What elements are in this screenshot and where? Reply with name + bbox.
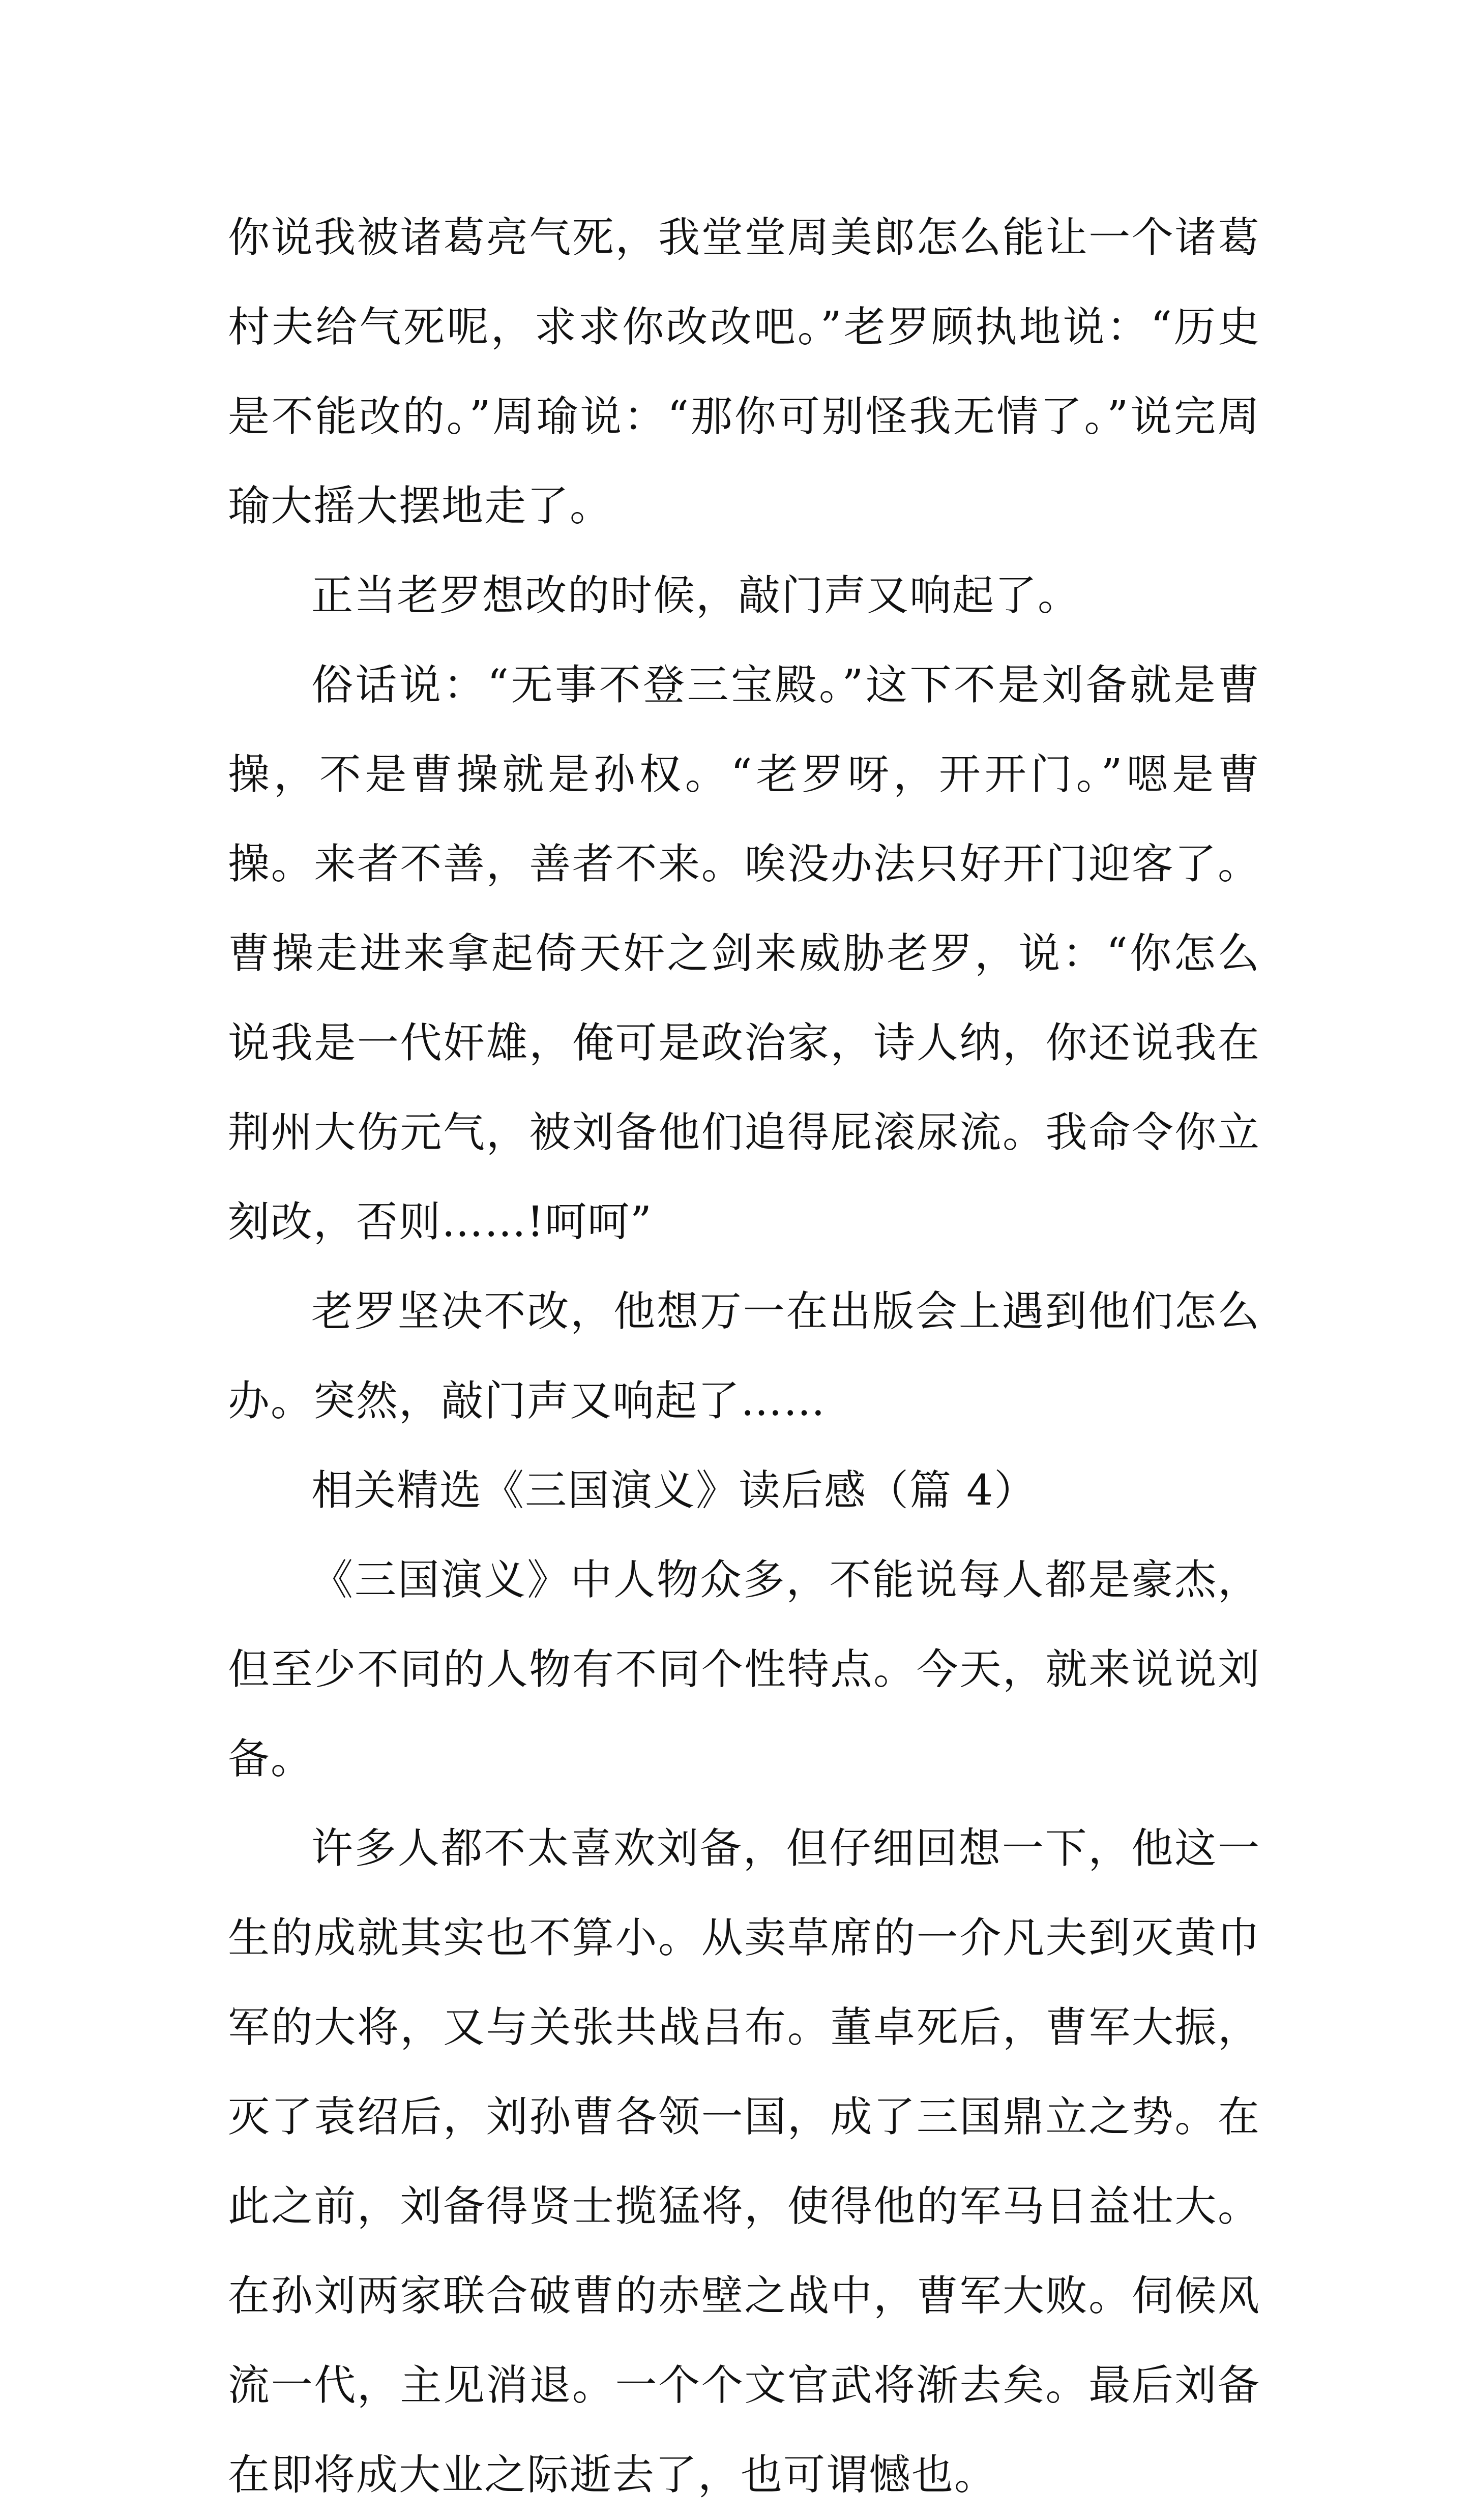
paragraph: 许多人都不太喜欢刘备，但仔细回想一下，他这一生的成就其实也不算小。从卖草席的一介凡夫到灭黄巾军的大将，又与关张共战吕布。董卓死后，曹军大振，灭了袁绍后，刘孙曹各领一国，成了三国鼎立之势。在此之前，刘备得贤士揽猛将，使得他的军马日益壮大。在孙刘两家联合破曹的赤壁之战中，曹军大败。伺候风流一代，主见消退。一个个文官武将渐去矣。最后刘备在即将成大业之际逝去了，也可谓憾也。 bbox=[228, 1824, 1260, 2499]
paragraph: 俗话说：“无事不登三宝殿。”这下不是刘备就是曹操，不是曹操就是孙权。“老罗呀，开开门。”嗯是曹操。来者不善，善者不来。唉没办法只好开门迎客了。曹操走进来拿起倚天奸之剑来威胁老罗，说：“你怎么说我是一代奸雄，俺可是政治家，诗人纳，你还说我在荆州大伤元气，被刘备他们追得屁滚尿流。我命令你立刻改，否则……!呵呵” bbox=[228, 661, 1260, 1246]
paragraph-continued: 你说我被诸葛亮气死，我堂堂周美郎怎么能让一个诸葛村夫给气死呢，求求你改改吧。”老罗顾执地说：“历史是不能改的。”周瑜说：“那你可别怪我无情了。”说完周瑜大摇大摆地走了。 bbox=[228, 214, 1260, 530]
paragraph: 正当老罗想改的时候，敲门声又响起了。 bbox=[311, 572, 1081, 620]
paragraph: 老罗坚决不改，他想万一在出版会上遇到他们怎么办。突然，敲门声又响起了…… bbox=[228, 1287, 1260, 1425]
section-heading: 相关精选《三国演义》读后感（篇 4） bbox=[311, 1466, 1037, 1515]
document-body bbox=[228, 193, 1260, 2520]
paragraph: 《三国演义》中人物众多，不能说每人都是豪杰，但至少不同的人物有不同个性特点。今天，就来说说刘备。 bbox=[228, 1556, 1260, 1783]
